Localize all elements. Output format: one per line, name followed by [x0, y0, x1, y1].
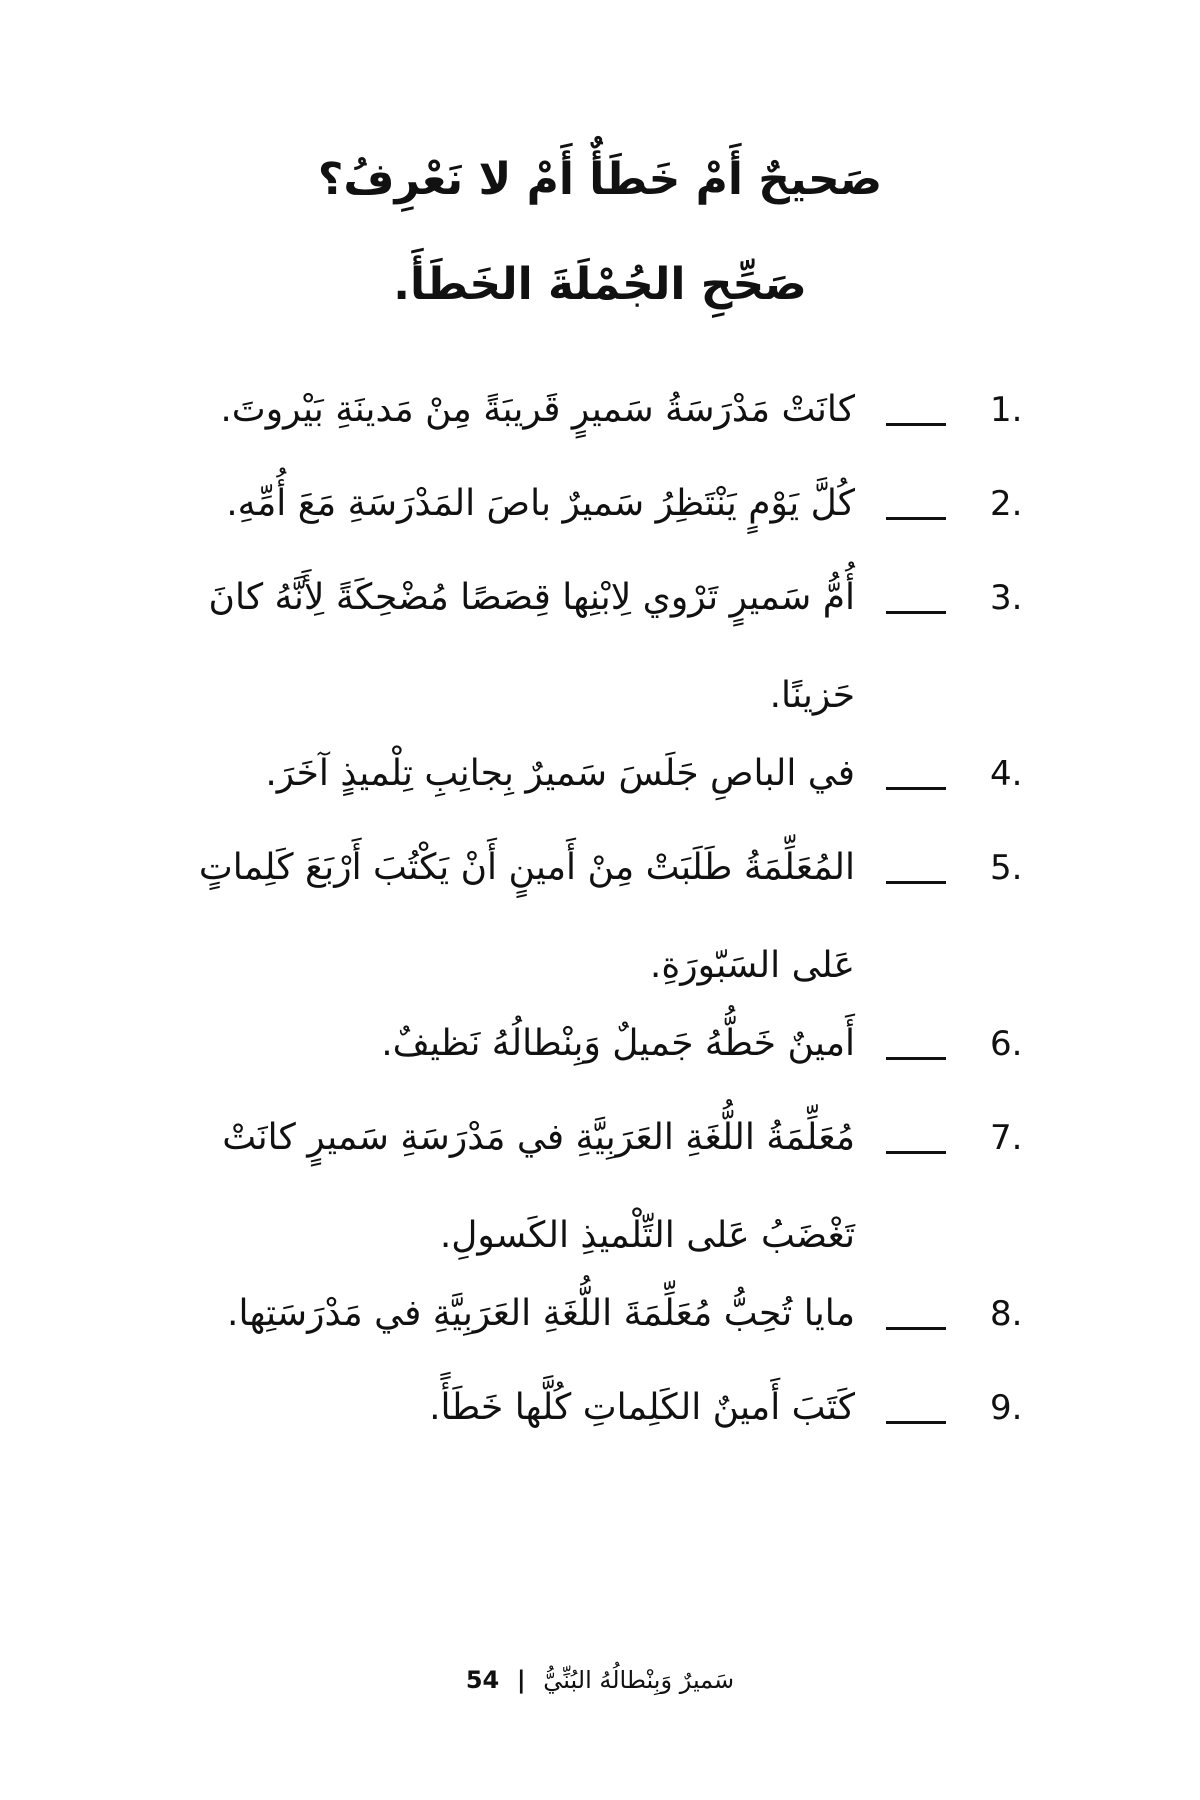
question-text: مُعَلِّمَةُ اللُّغَةِ العَرَبِيَّةِ في مَدْرَسَةِ سَميرٍ كانَتْ تَغْضَبُ عَلى التِّلْميذِ الكَسولِ.	[222, 1117, 855, 1256]
answer-blank[interactable]	[886, 611, 946, 614]
question-number: 7.	[990, 1118, 1023, 1158]
footer-book-title: سَميرٌ وَبِنْطالُهُ البُنِّيُّ	[543, 1666, 735, 1694]
answer-blank[interactable]	[886, 881, 946, 884]
question-number: 5.	[990, 848, 1023, 888]
page-footer	[0, 1662, 1200, 1698]
answer-blank[interactable]	[886, 423, 946, 426]
footer-separator: |	[516, 1666, 526, 1694]
question-item	[0, 1113, 1200, 1289]
heading-true-false: صَحيحٌ أَمْ خَطَأٌ أَمْ لا نَعْرِفُ؟	[317, 154, 883, 205]
question-text: أَمينٌ خَطُّهُ جَميلٌ وَبِنْطالُهُ نَظيفٌ.	[381, 1023, 855, 1064]
page-number: 54	[465, 1666, 500, 1694]
answer-blank[interactable]	[886, 1327, 946, 1330]
question-number: 6.	[990, 1024, 1023, 1064]
answer-blank[interactable]	[886, 517, 946, 520]
question-number: 8.	[990, 1294, 1023, 1334]
question-text: كُلَّ يَوْمٍ يَنْتَظِرُ سَميرٌ باصَ المَدْرَسَةِ مَعَ أُمِّهِ.	[226, 483, 855, 524]
answer-blank[interactable]	[886, 787, 946, 790]
question-text: المُعَلِّمَةُ طَلَبَتْ مِنْ أَمينٍ أَنْ يَكْتُبَ أَرْبَعَ كَلِماتٍ عَلى السَبّورَةِ.	[198, 847, 855, 986]
heading-correct-mistake: صَحِّحِ الجُمْلَةَ الخَطَأَ.	[393, 259, 807, 310]
question-item	[0, 1383, 1200, 1477]
question-text: في الباصِ جَلَسَ سَميرٌ بِجانِبِ تِلْميذٍ آخَرَ.	[265, 753, 855, 794]
question-text: أُمُّ سَميرٍ تَرْوي لِابْنِها قِصَصًا مُضْحِكَةً لِأَنَّهُ كانَ حَزينًا.	[208, 577, 855, 716]
question-number: 9.	[990, 1388, 1023, 1428]
question-text: كانَتْ مَدْرَسَةُ سَميرٍ قَريبَةً مِنْ مَدينَةِ بَيْروتَ.	[220, 389, 855, 430]
question-number: 2.	[990, 484, 1023, 524]
answer-blank[interactable]	[886, 1151, 946, 1154]
question-item	[0, 573, 1200, 749]
question-item	[0, 843, 1200, 1019]
answer-blank[interactable]	[886, 1057, 946, 1060]
question-number: 1.	[990, 390, 1023, 430]
question-text: كَتَبَ أَمينٌ الكَلِماتِ كُلَّها خَطَأً.	[429, 1387, 855, 1428]
answer-blank[interactable]	[886, 1421, 946, 1424]
question-number: 4.	[990, 754, 1023, 794]
question-list	[0, 385, 1200, 1477]
question-number: 3.	[990, 578, 1023, 618]
question-text: مايا تُحِبُّ مُعَلِّمَةَ اللُّغَةِ العَرَبِيَّةِ في مَدْرَسَتِها.	[227, 1293, 855, 1334]
